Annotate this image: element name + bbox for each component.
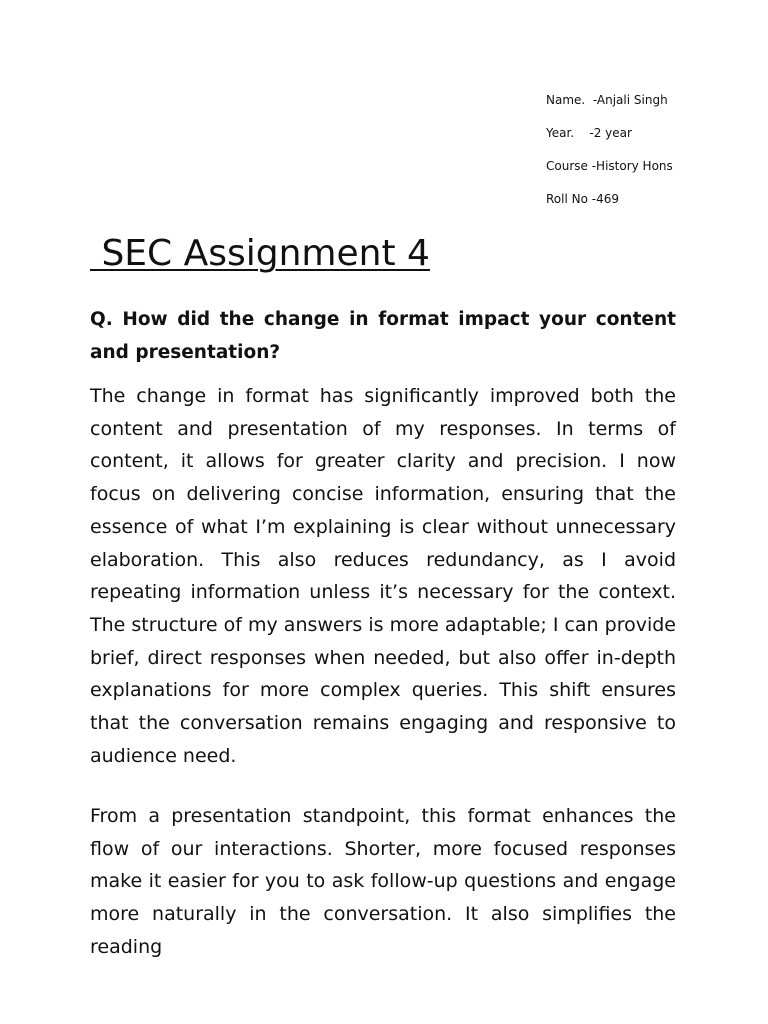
- student-year: Year. -2 year: [546, 126, 632, 140]
- assignment-question: Q. How did the change in format impact your content and presentation?: [90, 309, 676, 363]
- student-info-block: [546, 92, 756, 224]
- answer-paragraph-2: From a presentation standpoint, this format enhances the flow of our interactions. Shorter, more focused responses make it easier for you to ask follow-up questions and engage more naturally in the conversation. It also simplifies the reading: [90, 805, 676, 958]
- assignment-title: SEC Assignment 4: [90, 233, 430, 274]
- student-course: Course -History Hons: [546, 159, 673, 173]
- student-roll-number: Roll No -469: [546, 192, 619, 206]
- answer-paragraph-1: The change in format has significantly improved both the content and presentation of my responses. In terms of content, it allows for greater clarity and precision. I now focus on delivering concise information, ensuring that the essence of what I’m explaining is clear without unnecessary elaboration. This also reduces redundancy, as I avoid repeating information unless it’s necessary for the context. The structure of my answers is more adaptable; I can provide brief, direct responses when needed, but also offer in-depth explanations for more complex queries. This shift ensures that the conversation remains engaging and responsive to audience need.: [90, 385, 676, 767]
- student-name: Name. -Anjali Singh: [546, 93, 668, 107]
